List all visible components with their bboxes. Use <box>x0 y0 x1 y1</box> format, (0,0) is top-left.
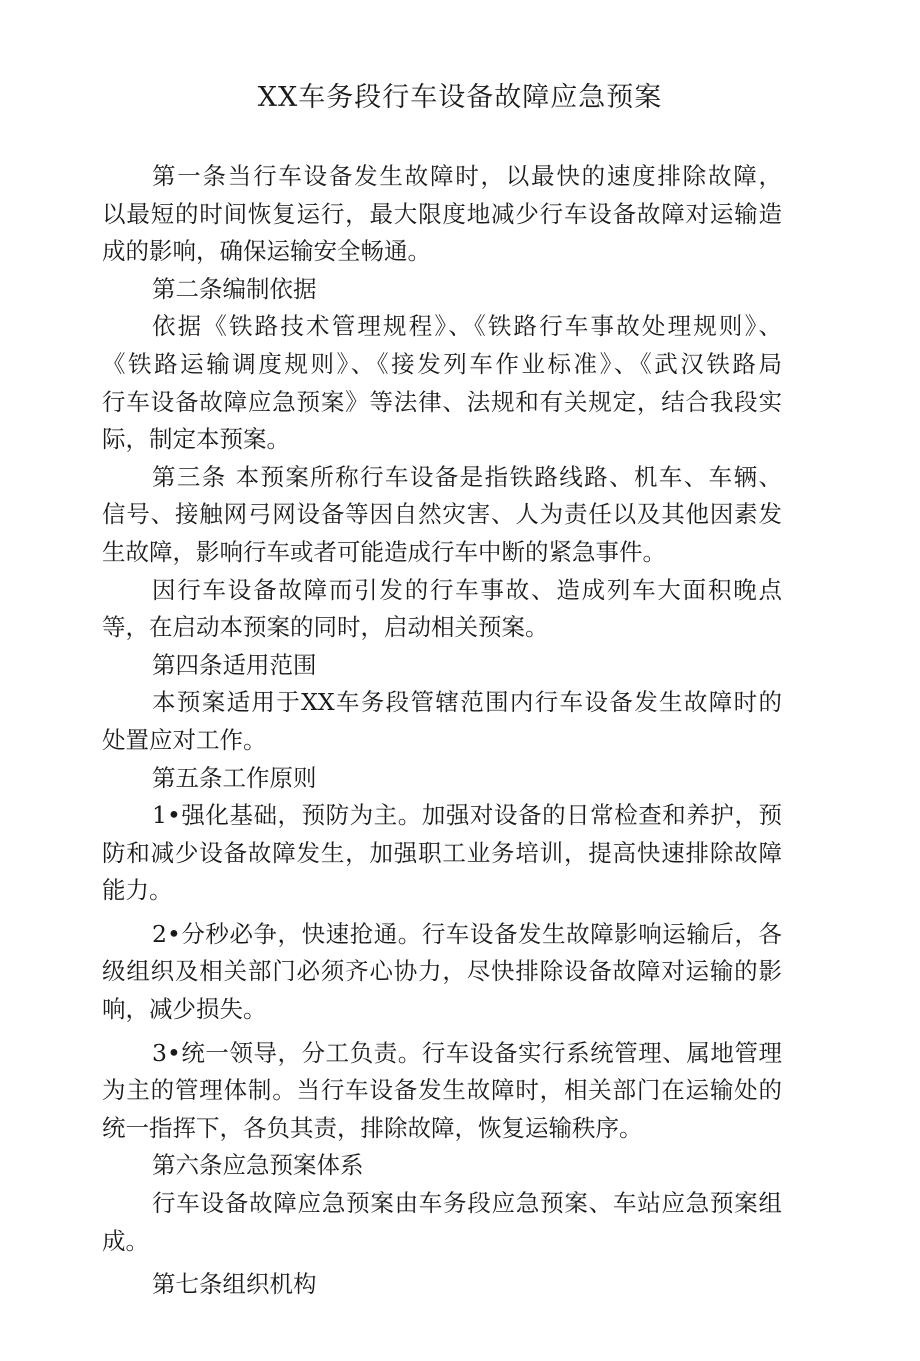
paragraph-line: 处置应对工作。 <box>102 725 267 754</box>
section-heading: 第四条适用范围 <box>152 650 317 679</box>
paragraph-line: 统一指挥下，各负其责，排除故障，恢复运输秩序。 <box>102 1113 643 1142</box>
paragraph-line: 为主的管理体制。当行车设备发生故障时，相关部门在运输处的 <box>102 1076 782 1105</box>
paragraph-line: 3•统一领导，分工负责。行车设备实行系统管理、属地管理 <box>152 1038 782 1067</box>
section-heading: 第七条组织机构 <box>152 1270 317 1299</box>
paragraph-line: 等，在启动本预案的同时，启动相关预案。 <box>102 613 549 642</box>
document-title: XX车务段行车设备故障应急预案 <box>257 82 663 113</box>
paragraph-line: 本预案适用于XX车务段管辖范围内行车设备发生故障时的 <box>152 688 782 717</box>
paragraph-line: 信号、接触网弓网设备等因自然灾害、人为责任以及其他因素发 <box>102 500 782 529</box>
paragraph-line: 第一条当行车设备发生故障时，以最快的速度排除故障， <box>152 162 782 190</box>
paragraph-line: 成的影响，确保运输安全畅通。 <box>102 237 431 266</box>
paragraph-line: 以最短的时间恢复运行，最大限度地减少行车设备故障对运输造 <box>102 199 782 228</box>
section-heading: 第六条应急预案体系 <box>152 1151 364 1180</box>
paragraph-line: 生故障，影响行车或者可能造成行车中断的紧急事件。 <box>102 537 666 566</box>
paragraph-line: 依据《铁路技术管理规程》、《铁路行车事故处理规则》、 <box>152 312 782 341</box>
paragraph-line: 际，制定本预案。 <box>102 425 290 454</box>
section-heading: 第二条编制依据 <box>152 274 317 303</box>
paragraph-line: 行车设备故障应急预案》等法律、法规和有关规定，结合我段实 <box>102 387 782 416</box>
paragraph-line: 行车设备故障应急预案由车务段应急预案、车站应急预案组 <box>152 1189 782 1218</box>
paragraph-line: 响，减少损失。 <box>102 995 267 1024</box>
paragraph-line: 成。 <box>102 1226 149 1255</box>
section-heading: 第五条工作原则 <box>152 763 317 792</box>
paragraph-line: 能力。 <box>102 876 173 905</box>
paragraph-line: 因行车设备故障而引发的行车事故、造成列车大面积晚点 <box>152 575 782 604</box>
paragraph-line: 第三条 本预案所称行车设备是指铁路线路、机车、车辆、 <box>152 462 782 491</box>
paragraph-line: 《铁路运输调度规则》、《接发列车作业标准》、《武汉铁路局 <box>102 349 782 378</box>
document-body <box>102 158 782 1304</box>
paragraph-line: 级组织及相关部门必须齐心协力，尽快排除设备故障对运输的影 <box>102 957 782 986</box>
paragraph-line: 1•强化基础，预防为主。加强对设备的日常检查和养护，预 <box>152 801 782 830</box>
paragraph-line: 2•分秒必争，快速抢通。行车设备发生故障影响运输后，各 <box>152 919 782 948</box>
paragraph-line: 防和减少设备故障发生，加强职工业务培训，提高快速排除故障 <box>102 838 782 867</box>
